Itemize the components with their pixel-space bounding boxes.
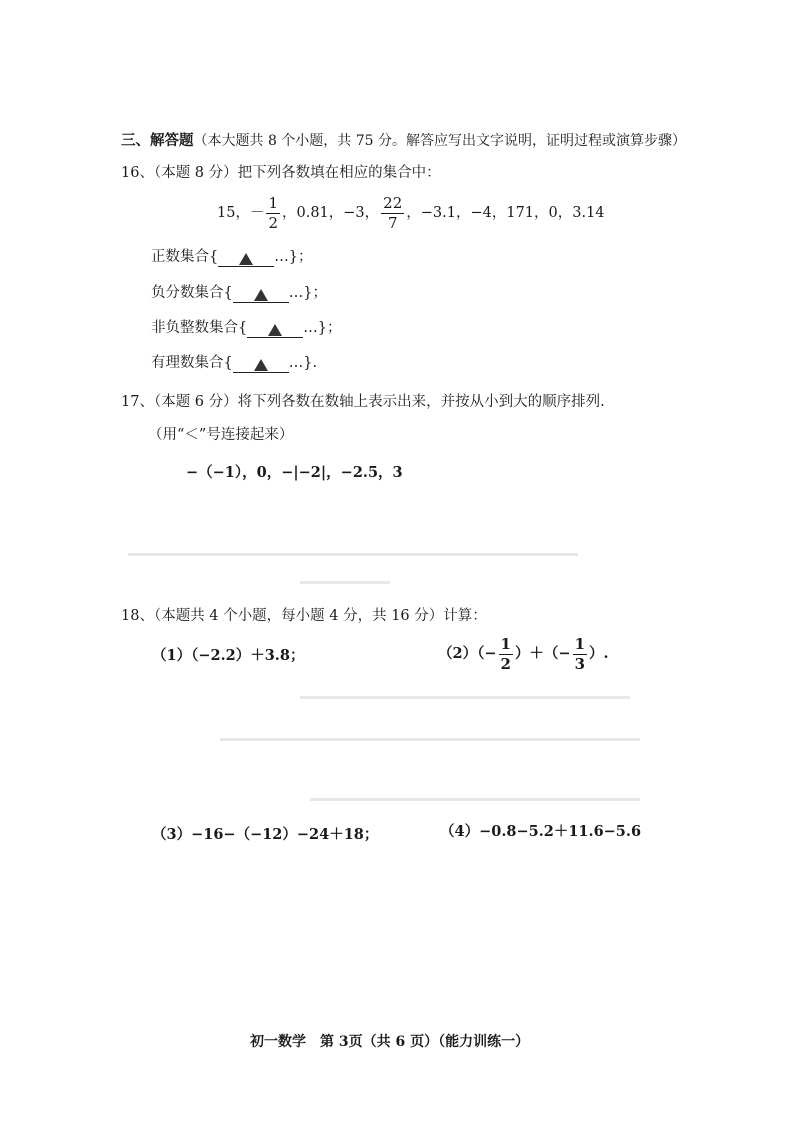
section-note: （本大题共 8 个小题，共 75 分。解答应写出文字说明，证明过程或演算步骤） bbox=[193, 133, 687, 149]
q16-set-rational: 有理数集合{ …}. bbox=[151, 355, 318, 371]
bleed-through-line bbox=[128, 553, 578, 556]
bleed-through-line bbox=[300, 696, 630, 699]
triangle-icon bbox=[254, 289, 268, 301]
bleed-through-line bbox=[220, 738, 640, 741]
answer-blank[interactable] bbox=[233, 356, 289, 373]
q18-fraction-third: $\frac{1}{3}$ bbox=[574, 634, 586, 673]
q18-header: 18、（本题共 4 个小题，每小题 4 分，共 16 分）计算： bbox=[121, 608, 487, 624]
triangle-icon bbox=[239, 253, 253, 265]
q16-header: 16、（本题 8 分）把下列各数填在相应的集合中： bbox=[121, 165, 441, 181]
q17-note: （用“＜”号连接起来） bbox=[148, 427, 294, 443]
triangle-icon bbox=[268, 324, 282, 336]
section-header bbox=[121, 131, 686, 151]
page-footer: 初一数学 第 3页（共 6 页）（能力训练一） bbox=[250, 1034, 530, 1050]
answer-blank[interactable] bbox=[247, 321, 303, 338]
q18-part3: （3）−16−（−12）−24＋18； bbox=[152, 826, 379, 843]
bleed-through-line bbox=[300, 581, 390, 584]
q17-header: 17、（本题 6 分）将下列各数在数轴上表示出来，并按从小到大的顺序排列. bbox=[121, 394, 605, 410]
q16-set-positive: 正数集合{ …}； bbox=[151, 249, 313, 265]
q17-numbers: −（−1），0，−|−2|，−2.5，3 bbox=[186, 464, 403, 481]
q16-set-negative-fraction: 负分数集合{ …}； bbox=[151, 285, 327, 301]
q18-fraction-half: $\frac{1}{2}$ bbox=[500, 634, 511, 673]
q18-part1: （1）（−2.2）＋3.8； bbox=[152, 647, 305, 664]
q16-set-nonnegative-integer: 非负整数集合{ …}； bbox=[151, 320, 342, 336]
section-title: 三、解答题 bbox=[121, 132, 194, 149]
q16-fraction-22-7: $\frac{22}{7}$ bbox=[383, 193, 403, 232]
q16-minus-sign: － bbox=[249, 205, 265, 221]
q16-numbers-mid: ，0.81，−3， bbox=[282, 205, 380, 221]
triangle-icon bbox=[254, 359, 268, 371]
q18-part2: （2）（− $\frac{1}{2}$ ）＋（− $\frac{1}{3}$ ）. bbox=[438, 634, 609, 673]
q16-fraction-half: $\frac{1}{2}$ bbox=[268, 193, 278, 232]
answer-blank[interactable] bbox=[233, 286, 289, 303]
q16-numbers-end: ，−3.1，−4，171，0，3.14 bbox=[406, 205, 605, 221]
q18-part4: （4）−0.8−5.2＋11.6−5.6 bbox=[440, 823, 642, 840]
answer-blank[interactable] bbox=[218, 250, 274, 267]
bleed-through-line bbox=[310, 798, 640, 801]
q16-number-15: 15， bbox=[217, 205, 250, 221]
q16-numbers bbox=[217, 193, 605, 235]
